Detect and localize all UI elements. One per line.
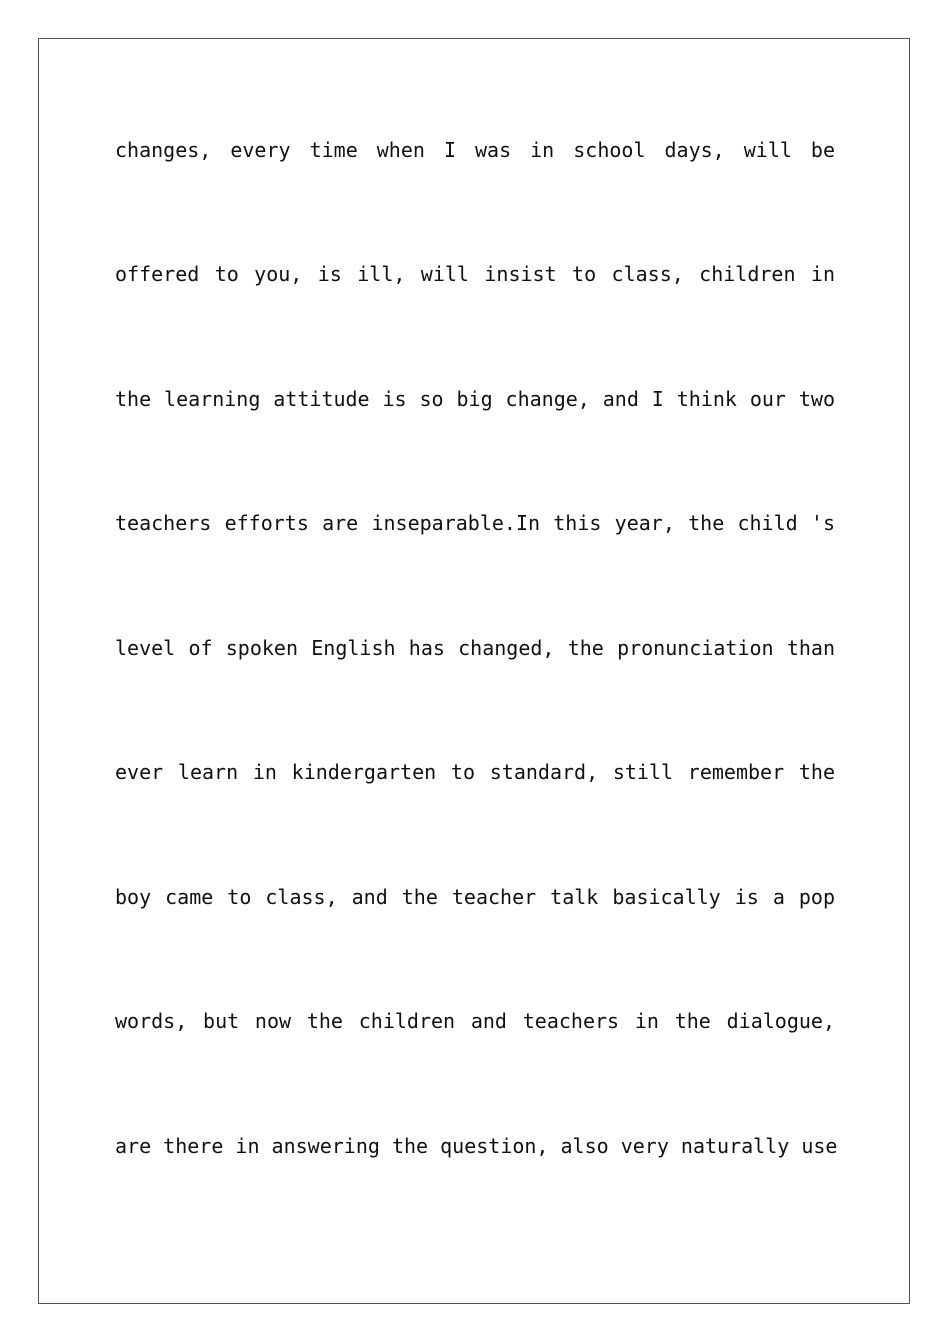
text-line-1: changes, every time when I was in school days, will be: [115, 138, 835, 162]
text-line-3: the learning attitude is so big change, and I think our two: [115, 387, 835, 411]
text-line-9: are there in answering the question, also very naturally use: [115, 1134, 838, 1158]
text-line-7: boy came to class, and the teacher talk basically is a pop: [115, 885, 835, 909]
text-line-4: teachers efforts are inseparable.In this year, the child 's: [115, 511, 835, 535]
text-line-2: offered to you, is ill, will insist to class, children in: [115, 262, 835, 286]
text-line-5: level of spoken English has changed, the pronunciation than: [115, 636, 835, 660]
page-border: [38, 38, 910, 1304]
text-line-8: words, but now the children and teachers in the dialogue,: [115, 1009, 835, 1033]
text-line-6: ever learn in kindergarten to standard, still remember the: [115, 760, 835, 784]
